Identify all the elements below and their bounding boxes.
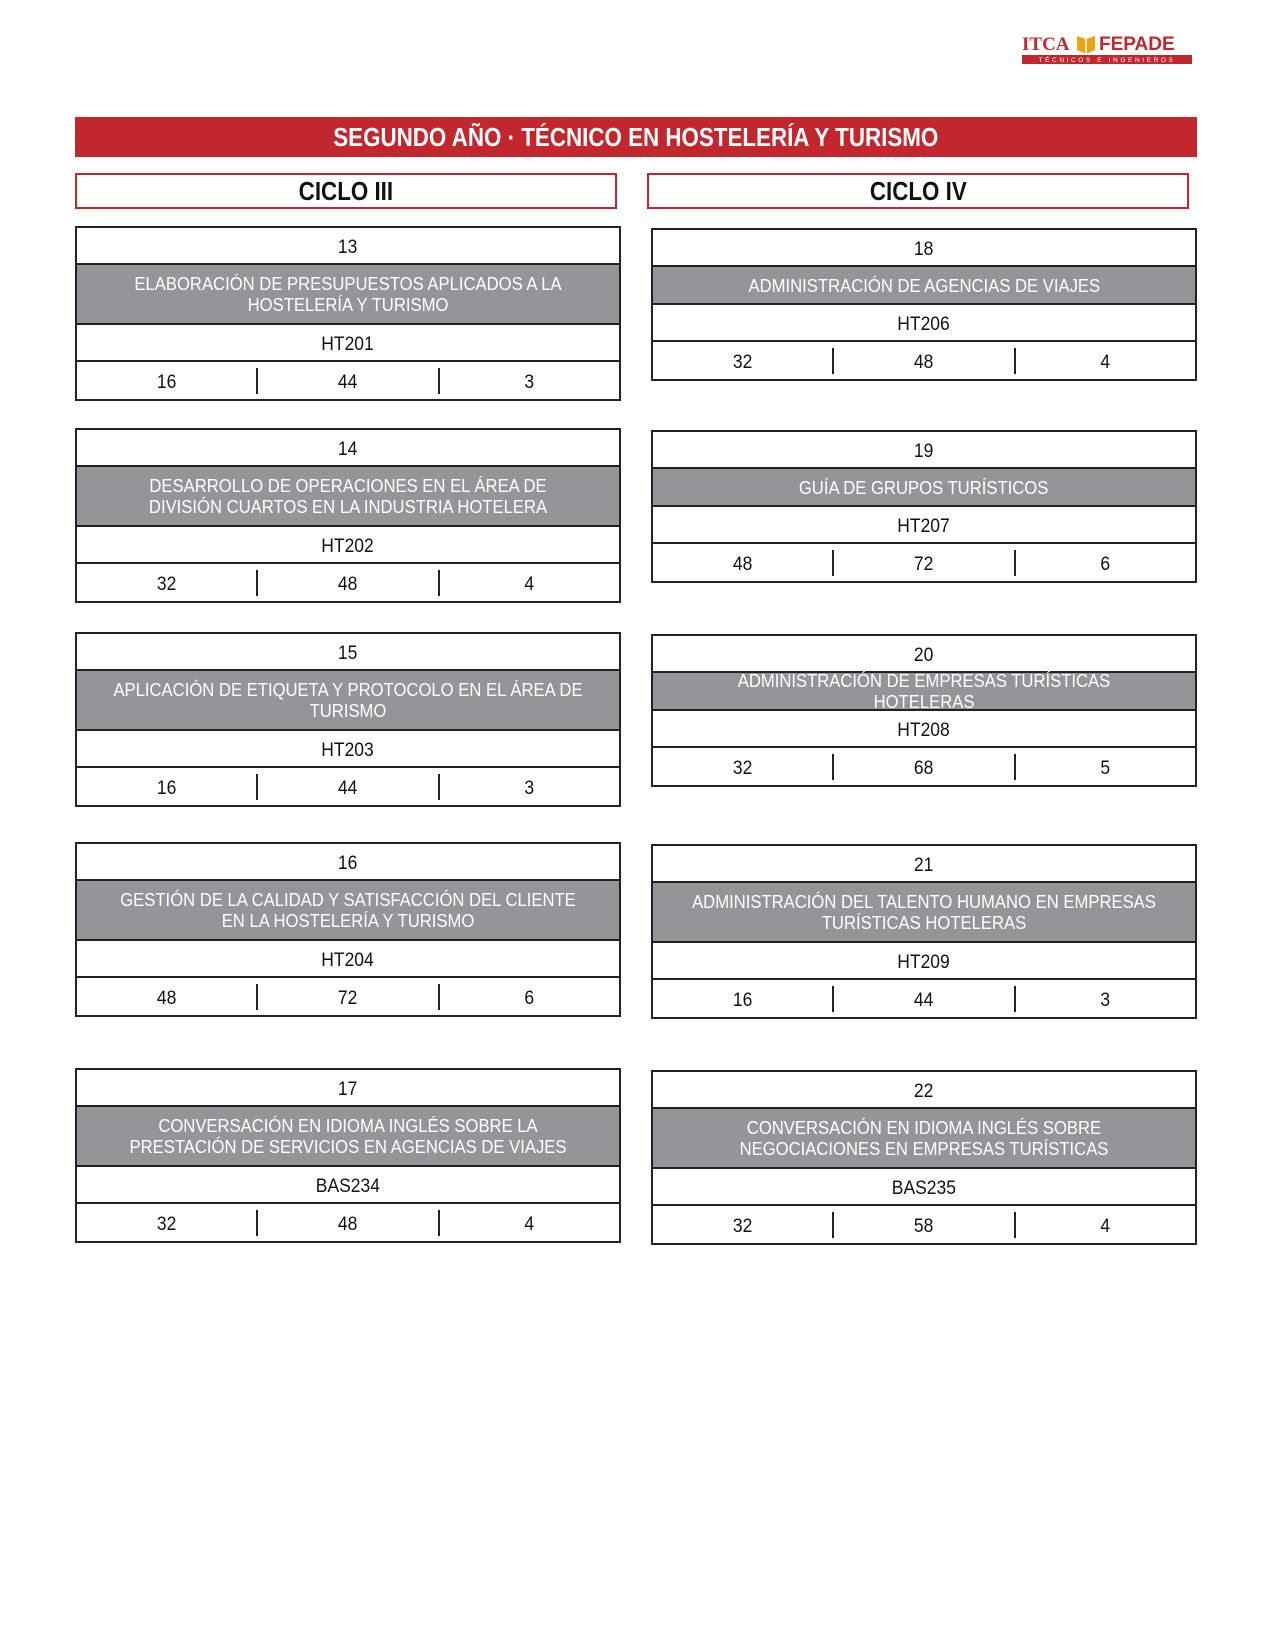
subject-number: 16 bbox=[77, 844, 619, 881]
value-cell: 16 bbox=[77, 368, 258, 394]
subject-number: 21 bbox=[653, 846, 1195, 883]
subject-code: BAS235 bbox=[653, 1169, 1195, 1206]
subject-number: 20 bbox=[653, 636, 1195, 673]
value-cell: 4 bbox=[1100, 351, 1111, 373]
subject-number: 17 bbox=[77, 1070, 619, 1107]
logo-left-text: ITCA bbox=[1022, 34, 1070, 55]
subject-name: APLICACIÓN DE ETIQUETA Y PROTOCOLO EN EL ÁREA DE TURISMO bbox=[77, 671, 619, 731]
cycle-label: CICLO III bbox=[298, 175, 394, 206]
subject-name: DESARROLLO DE OPERACIONES EN EL ÁREA DE DIVISIÓN CUARTOS EN LA INDUSTRIA HOTELERA bbox=[77, 467, 619, 527]
book-shield-icon bbox=[1077, 36, 1095, 54]
value-cell: 68 bbox=[834, 754, 1015, 780]
subject-number: 19 bbox=[653, 432, 1195, 469]
subject-code: HT203 bbox=[77, 731, 619, 768]
subject-card bbox=[651, 1070, 1197, 1245]
value-cell: 32 bbox=[653, 1212, 834, 1238]
value-cell: 32 bbox=[77, 1210, 258, 1236]
value-cell: 6 bbox=[1100, 553, 1111, 575]
value-cell: 48 bbox=[834, 348, 1015, 374]
subject-card bbox=[651, 844, 1197, 1019]
subject-card bbox=[651, 430, 1197, 583]
subject-number: 22 bbox=[653, 1072, 1195, 1109]
value-cell: 4 bbox=[524, 1213, 535, 1235]
subject-name: ADMINISTRACIÓN DEL TALENTO HUMANO EN EMPRESAS TURÍSTICAS HOTELERAS bbox=[653, 883, 1195, 943]
subject-code: HT207 bbox=[653, 507, 1195, 544]
subject-number: 14 bbox=[77, 430, 619, 467]
subject-card bbox=[75, 226, 621, 401]
subject-values bbox=[77, 768, 619, 805]
subject-values bbox=[653, 1206, 1195, 1243]
cycle-label: CICLO IV bbox=[869, 175, 967, 206]
subject-number: 13 bbox=[77, 228, 619, 265]
subject-code: BAS234 bbox=[77, 1167, 619, 1204]
subject-code: HT201 bbox=[77, 325, 619, 362]
value-cell: 32 bbox=[77, 570, 258, 596]
subject-values bbox=[653, 980, 1195, 1017]
year-program-banner bbox=[75, 117, 1197, 157]
subject-values bbox=[77, 978, 619, 1015]
subject-code: HT209 bbox=[653, 943, 1195, 980]
value-cell: 58 bbox=[834, 1212, 1015, 1238]
subject-card bbox=[75, 1068, 621, 1243]
value-cell: 48 bbox=[258, 1210, 439, 1236]
subject-code: HT206 bbox=[653, 305, 1195, 342]
subject-values bbox=[653, 748, 1195, 785]
value-cell: 3 bbox=[524, 371, 535, 393]
subject-card bbox=[651, 634, 1197, 787]
subject-code: HT204 bbox=[77, 941, 619, 978]
value-cell: 44 bbox=[258, 368, 439, 394]
subject-code: HT208 bbox=[653, 711, 1195, 748]
banner-title: SEGUNDO AÑO · TÉCNICO EN HOSTELERÍA Y TURISMO bbox=[333, 121, 939, 152]
value-cell: 72 bbox=[258, 984, 439, 1010]
value-cell: 5 bbox=[1100, 757, 1111, 779]
itca-fepade-logo bbox=[1022, 30, 1194, 70]
value-cell: 32 bbox=[653, 754, 834, 780]
subject-card bbox=[651, 228, 1197, 381]
subject-name: ADMINISTRACIÓN DE EMPRESAS TURÍSTICAS HOTELERAS bbox=[653, 673, 1195, 711]
cycle-iv-header bbox=[647, 173, 1189, 209]
value-cell: 32 bbox=[653, 348, 834, 374]
logo-tagline: TÉCNICOS E INGENIEROS bbox=[1038, 57, 1176, 64]
value-cell: 4 bbox=[1100, 1215, 1111, 1237]
subject-values bbox=[77, 1204, 619, 1241]
subject-card bbox=[75, 632, 621, 807]
value-cell: 48 bbox=[258, 570, 439, 596]
subject-number: 18 bbox=[653, 230, 1195, 267]
subject-number: 15 bbox=[77, 634, 619, 671]
subject-name: CONVERSACIÓN EN IDIOMA INGLÉS SOBRE LA PRESTACIÓN DE SERVICIOS EN AGENCIAS DE VIAJES bbox=[77, 1107, 619, 1167]
subject-values bbox=[77, 362, 619, 399]
value-cell: 16 bbox=[77, 774, 258, 800]
value-cell: 3 bbox=[524, 777, 535, 799]
subject-card bbox=[75, 842, 621, 1017]
value-cell: 4 bbox=[524, 573, 535, 595]
subject-name: ADMINISTRACIÓN DE AGENCIAS DE VIAJES bbox=[653, 267, 1195, 305]
value-cell: 48 bbox=[653, 550, 834, 576]
subject-values bbox=[653, 342, 1195, 379]
value-cell: 72 bbox=[834, 550, 1015, 576]
value-cell: 6 bbox=[524, 987, 535, 1009]
subject-values bbox=[77, 564, 619, 601]
subject-card bbox=[75, 428, 621, 603]
subject-name: GUÍA DE GRUPOS TURÍSTICOS bbox=[653, 469, 1195, 507]
value-cell: 44 bbox=[258, 774, 439, 800]
subject-name: ELABORACIÓN DE PRESUPUESTOS APLICADOS A LA HOSTELERÍA Y TURISMO bbox=[77, 265, 619, 325]
subject-values bbox=[653, 544, 1195, 581]
value-cell: 48 bbox=[77, 984, 258, 1010]
value-cell: 3 bbox=[1100, 989, 1111, 1011]
subject-name: CONVERSACIÓN EN IDIOMA INGLÉS SOBRE NEGOCIACIONES EN EMPRESAS TURÍSTICAS bbox=[653, 1109, 1195, 1169]
cycle-iii-header bbox=[75, 173, 617, 209]
value-cell: 44 bbox=[834, 986, 1015, 1012]
subject-code: HT202 bbox=[77, 527, 619, 564]
subject-name: GESTIÓN DE LA CALIDAD Y SATISFACCIÓN DEL CLIENTE EN LA HOSTELERÍA Y TURISMO bbox=[77, 881, 619, 941]
value-cell: 16 bbox=[653, 986, 834, 1012]
logo-right-text: FEPADE bbox=[1099, 34, 1175, 55]
